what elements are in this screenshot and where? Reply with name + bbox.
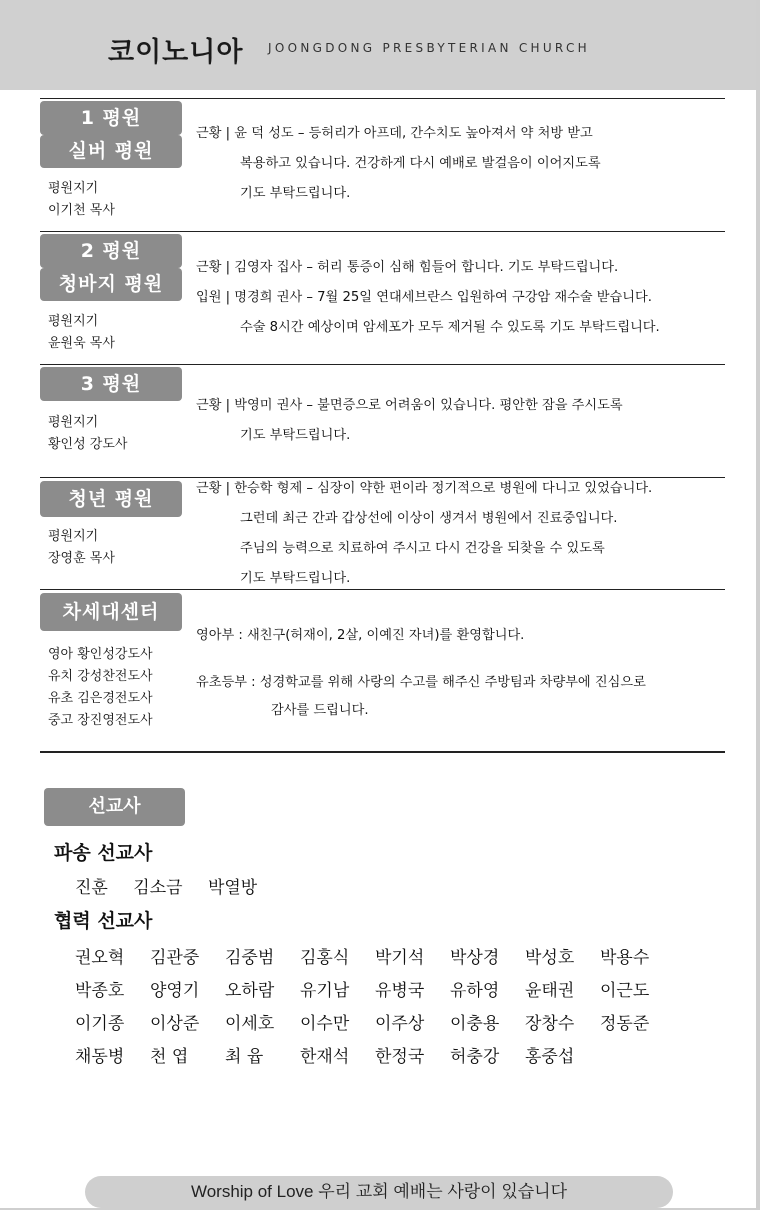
footer-banner: Worship of Love 우리 교회 예배는 사랑이 있습니다	[85, 1176, 673, 1208]
missionary-name: 김소금	[133, 878, 183, 898]
section-leader	[48, 178, 115, 222]
section-content	[196, 669, 646, 725]
missionary-name: 이주상	[375, 1014, 425, 1034]
leader-line: 평원지기	[48, 415, 99, 430]
leader-line: 이기천 목사	[48, 203, 115, 218]
leader-line: 유초 김은경전도사	[48, 691, 153, 706]
missionary-name: 박용수	[600, 948, 650, 968]
section-leader	[48, 412, 127, 456]
sent-missionary-list	[75, 873, 277, 898]
missionary-name: 김관중	[150, 948, 200, 968]
divider	[40, 751, 725, 753]
content-line: 영아부 : 새친구(허재이, 2살, 이예진 자녀)를 환영합니다.	[196, 628, 525, 643]
content-line: 유초등부 : 성경학교를 위해 사랑의 수고를 해주신 주방팀과 차량부에 진심으로	[196, 675, 646, 690]
content-line: 근황 | 한승학 형제 – 심장이 약한 편이라 정기적으로 병원에 다니고 있었습니다.	[196, 481, 653, 496]
missionary-name: 진훈	[75, 878, 108, 898]
missionary-name: 박상경	[450, 948, 500, 968]
sent-missionary-heading: 파송 선교사	[54, 842, 153, 864]
missionary-name: 박성호	[525, 948, 575, 968]
content-line: 그런데 최근 간과 갑상선에 이상이 생겨서 병원에서 진료중입니다.	[240, 511, 618, 526]
missionary-name: 장창수	[525, 1014, 575, 1034]
divider	[40, 364, 725, 365]
section-leader	[48, 311, 115, 355]
missionary-name: 한정국	[375, 1047, 425, 1067]
section-tag: 2 평원	[40, 234, 182, 268]
missionary-name: 이수만	[300, 1014, 350, 1034]
leader-line: 영아 황인성강도사	[48, 647, 153, 662]
missionary-name: 천 엽	[150, 1047, 189, 1067]
partner-missionary-row	[75, 943, 675, 968]
missionary-name: 홍중섭	[525, 1047, 575, 1067]
section-content	[196, 474, 652, 594]
content-line: 수술 8시간 예상이며 암세포가 모두 제거될 수 있도록 기도 부탁드립니다.	[240, 320, 660, 335]
missionary-name: 이근도	[600, 981, 650, 1001]
partner-missionary-row	[75, 1009, 675, 1034]
partner-missionary-row	[75, 1042, 600, 1067]
leader-line: 평원지기	[48, 529, 99, 544]
content-line: 감사를 드립니다.	[271, 703, 369, 718]
section-content	[196, 622, 524, 650]
divider	[40, 98, 725, 99]
missionary-name: 한재석	[300, 1047, 350, 1067]
section-leader	[48, 644, 153, 732]
missionary-name: 최 윱	[225, 1047, 264, 1067]
section-content	[196, 391, 623, 451]
missionary-name: 이상준	[150, 1014, 200, 1034]
page-subtitle: JOONGDONG PRESBYTERIAN CHURCH	[268, 41, 590, 55]
missionary-name: 이충용	[450, 1014, 500, 1034]
leader-line: 유치 강성찬전도사	[48, 669, 153, 684]
missionary-name: 유병국	[375, 981, 425, 1001]
page-header	[0, 0, 756, 90]
section-leader	[48, 526, 115, 570]
missionary-name: 윤태권	[525, 981, 575, 1001]
leader-line: 중고 장진영전도사	[48, 713, 153, 728]
leader-line: 황인성 강도사	[48, 437, 128, 452]
content-line: 근황 | 윤 덕 성도 – 등허리가 아프데, 간수치도 높아져서 약 처방 받고	[196, 126, 593, 141]
missionary-name: 권오혁	[75, 948, 125, 968]
missionary-name: 박열방	[207, 878, 258, 898]
missionary-name: 김중범	[225, 948, 275, 968]
content-line: 입원 | 명경희 권사 – 7월 25일 연대세브란스 입원하여 구강암 재수술 받습니다.	[196, 290, 652, 305]
missionary-name: 이세호	[225, 1014, 275, 1034]
missionary-tag: 선교사	[44, 788, 185, 826]
partner-missionary-row	[75, 976, 675, 1001]
section-content	[196, 119, 601, 209]
content-line: 근황 | 박영미 권사 – 불면증으로 어려움이 있습니다. 평안한 잠을 주시도록	[196, 398, 623, 413]
content-line: 복용하고 있습니다. 건강하게 다시 예배로 발걸음이 이어지도록	[240, 156, 601, 171]
divider	[40, 231, 725, 232]
leader-line: 평원지기	[48, 181, 99, 196]
leader-line: 장영훈 목사	[48, 551, 115, 566]
missionary-name: 박종호	[75, 981, 125, 1001]
section-tag: 실버 평원	[40, 135, 182, 168]
missionary-name: 양영기	[150, 981, 200, 1001]
page-title: 코이노니아	[108, 37, 244, 68]
leader-line: 평원지기	[48, 314, 99, 329]
partner-missionary-heading: 협력 선교사	[54, 910, 153, 932]
leader-line: 윤원욱 목사	[48, 336, 115, 351]
missionary-name: 허충강	[450, 1047, 500, 1067]
content-line: 기도 부탁드립니다.	[240, 428, 351, 443]
missionary-name: 채동병	[75, 1047, 125, 1067]
missionary-name: 오하람	[225, 981, 275, 1001]
missionary-name: 이기종	[75, 1014, 125, 1034]
content-line: 기도 부탁드립니다.	[240, 186, 351, 201]
content-line: 근황 | 김영자 집사 – 허리 통증이 심해 힘들어 합니다. 기도 부탁드립니다.	[196, 260, 619, 275]
content-line: 주님의 능력으로 치료하여 주시고 다시 건강을 되찾을 수 있도록	[240, 541, 605, 556]
section-tag: 차세대센터	[40, 593, 182, 631]
missionary-name: 정동준	[600, 1014, 650, 1034]
missionary-name: 박기석	[375, 948, 425, 968]
content-line: 기도 부탁드립니다.	[240, 571, 351, 586]
missionary-name: 김홍식	[300, 948, 350, 968]
section-tag: 3 평원	[40, 367, 182, 401]
missionary-name: 유하영	[450, 981, 500, 1001]
missionary-name: 유기남	[300, 981, 350, 1001]
section-content	[196, 253, 660, 343]
section-tag: 1 평원	[40, 101, 182, 135]
section-tag: 청년 평원	[40, 481, 182, 517]
section-tag: 청바지 평원	[40, 268, 182, 301]
